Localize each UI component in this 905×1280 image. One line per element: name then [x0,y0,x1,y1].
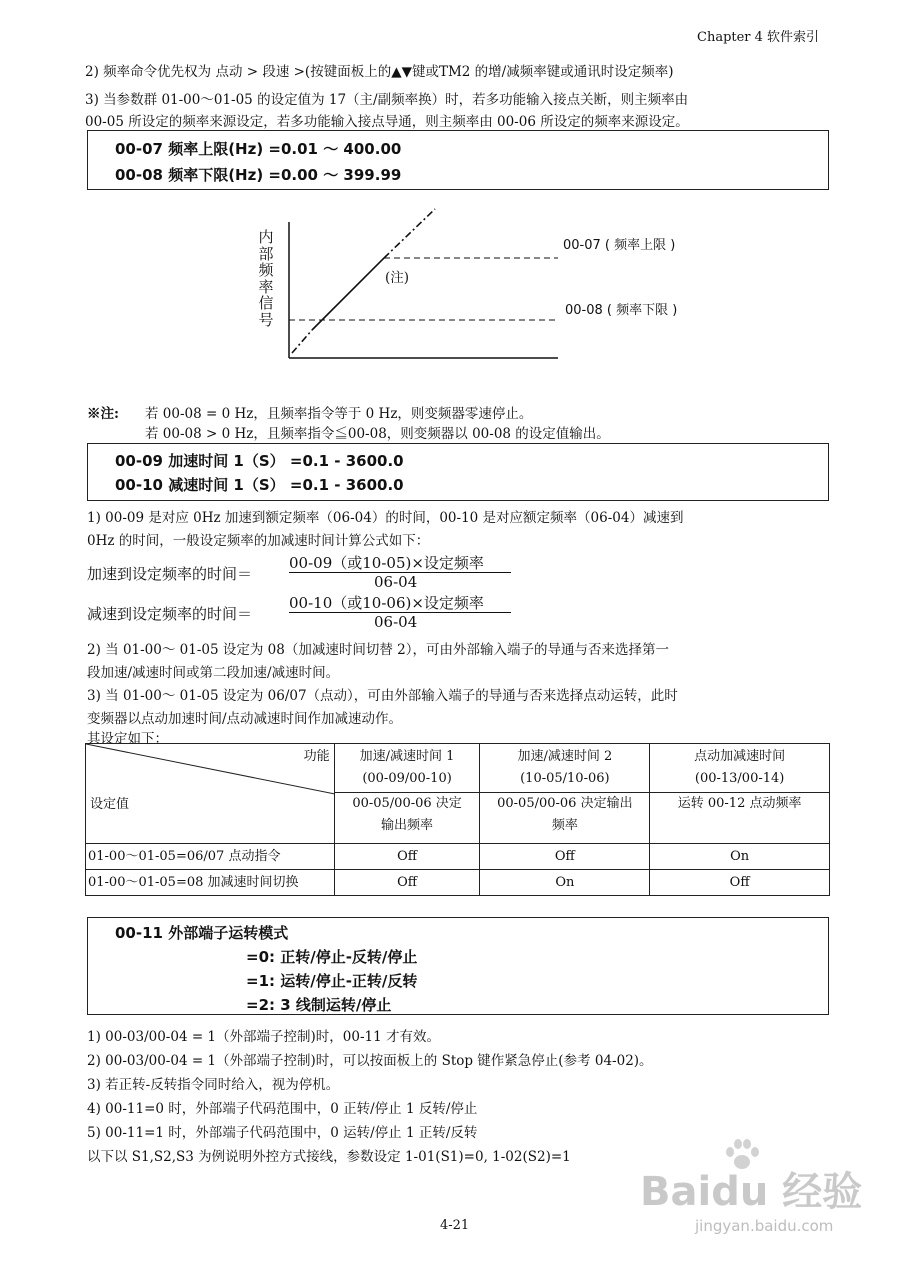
table-col1-header: 加速/减速时间 1 (00-09/00-10) [334,744,480,793]
diagram-signal-dashdot-low [292,330,312,353]
watermark-paw-icon [724,1138,760,1172]
diagram-y-label: 内 部 频 率 信 号 [258,228,274,329]
bottom-line-2: 2) 00-03/00-04 = 1（外部端子控制)时，可以按面板上的 Stop 键作紧急停止(参考 04-02)。 [87,1053,653,1069]
table-corner-top: 功能 [303,749,330,764]
table-row-label: 01-00～01-05=08 加减速时间切换 [86,870,335,896]
mid-line-1: 2) 当 01-00～ 01-05 设定为 08（加减速时间切替 2），可由外部输入端子的导通与否来选择第一 [87,642,669,658]
table-row [86,870,830,896]
accel-desc-line-2: 0Hz 的时间，一般设定频率的加减速时间计算公式如下： [87,533,430,549]
frequency-limit-diagram [240,200,710,375]
table-corner-bottom: 设定值 [90,797,130,812]
watermark-url: jingyan.baidu.com [695,1217,834,1235]
accel-line: 00-09 加速时间 1（S） =0.1 - 3600.0 [115,452,404,470]
bottom-line-6: 以下以 S1,S2,S3 为例说明外控方式接线，参数设定 1-01(S1)=0, 1-02(S2)=1 [87,1149,571,1165]
table-col3-header: 点动加减速时间 (00-13/00-14) [650,744,830,793]
mid-line-5: 其设定如下： [87,731,168,747]
bottom-line-1: 1) 00-03/00-04 = 1（外部端子控制)时，00-11 才有效。 [87,1029,440,1045]
run-mode-title: 00-11 外部端子运转模式 [115,924,289,942]
freq-upper-line: 00-07 频率上限(Hz) =0.01 ～ 400.00 [115,140,402,158]
page-number: 4-21 [440,1218,470,1233]
formula-accel-denominator: 06-04 [374,573,418,591]
bottom-line-5: 5) 00-11=1 时，外部端子代码范围中，0 运转/停止 1 正转/反转 [87,1125,478,1141]
diagram-lower-label: 00-08 ( 频率下限 ) [565,303,678,318]
chapter-header: Chapter 4 软件索引 [697,30,820,45]
table-cell: On [480,870,650,896]
formula-decel-denominator: 06-04 [374,613,418,631]
diagram-signal-dashdot-high [384,209,435,258]
freq-lower-line: 00-08 频率下限(Hz) =0.00 ～ 399.99 [115,166,402,184]
note-line-2: 若 00-08 > 0 Hz，且频率指令≦00-08，则变频器以 00-08 的设定值输出。 [145,426,610,442]
table-corner-cell [86,744,335,844]
formula-decel-numerator: 00-10（或10-06)×设定频率 [289,594,484,612]
accel-decel-table [85,743,830,896]
formula-decel-lhs: 减速到设定频率的时间＝ [87,605,253,623]
table-cell: Off [334,870,480,896]
table-row-label: 01-00～01-05=06/07 点动指令 [86,844,335,870]
table-col2-header: 加速/减速时间 2 (10-05/10-06) [480,744,650,793]
bottom-line-3: 3) 若正转-反转指令同时给入，视为停机。 [87,1077,340,1093]
table-row [86,844,830,870]
diagram-output-line [312,258,384,330]
note-line-1: 若 00-08 = 0 Hz，且频率指令等于 0 Hz，则变频器零速停止。 [145,406,533,422]
watermark-brand: Baidu 经验 [640,1169,863,1215]
diagram-upper-label: 00-07 ( 频率上限 ) [563,238,676,253]
table-col2-setting: 00-05/00-06 决定输出 频率 [480,793,650,844]
table-cell: On [650,844,830,870]
run-mode-option-0: =0: 正转/停止-反转/停止 [246,948,418,966]
run-mode-option-1: =1: 运转/停止-正转/反转 [246,972,418,990]
intro-line-2: 3) 当参数群 01-00～01-05 的设定值为 17（主/副频率换）时，若多功能输入接点关断，则主频率由 [85,92,689,108]
run-mode-option-2: =2: 3 线制运转/停止 [246,996,392,1014]
formula-accel-lhs: 加速到设定频率的时间＝ [87,565,253,583]
mid-line-4: 变频器以点动加速时间/点动减速时间作加减速动作。 [87,711,403,727]
intro-line-3: 00-05 所设定的频率来源设定，若多功能输入接点导通，则主频率由 00-06 所设定的频率来源设定。 [85,114,689,130]
table-col1-setting: 00-05/00-06 决定 输出频率 [334,793,480,844]
table-header-row [86,744,830,793]
table-col3-setting: 运转 00-12 点动频率 [650,793,830,844]
mid-line-2: 段加速/减速时间或第二段加速/减速时间。 [87,665,340,681]
diagram-note-mark: (注) [385,270,410,286]
table-cell: Off [650,870,830,896]
accel-desc-line-1: 1) 00-09 是对应 0Hz 加速到额定频率（06-04）的时间，00-10 是对应额定频率（06-04）减速到 [87,510,684,526]
intro-line-1: 2) 频率命令优先权为 点动 > 段速 >(按键面板上的▲▼键或TM2 的增/减频率键或通讯时设定频率) [85,64,674,80]
table-cell: Off [480,844,650,870]
table-cell: Off [334,844,480,870]
formula-accel-numerator: 00-09（或10-05)×设定频率 [289,554,484,572]
note-prefix: ※注: [87,406,119,422]
mid-line-3: 3) 当 01-00～ 01-05 设定为 06/07（点动），可由外部输入端子的导通与否来选择点动运转，此时 [87,688,678,704]
bottom-line-4: 4) 00-11=0 时，外部端子代码范围中，0 正转/停止 1 反转/停止 [87,1101,478,1117]
decel-line: 00-10 减速时间 1（S） =0.1 - 3600.0 [115,476,404,494]
